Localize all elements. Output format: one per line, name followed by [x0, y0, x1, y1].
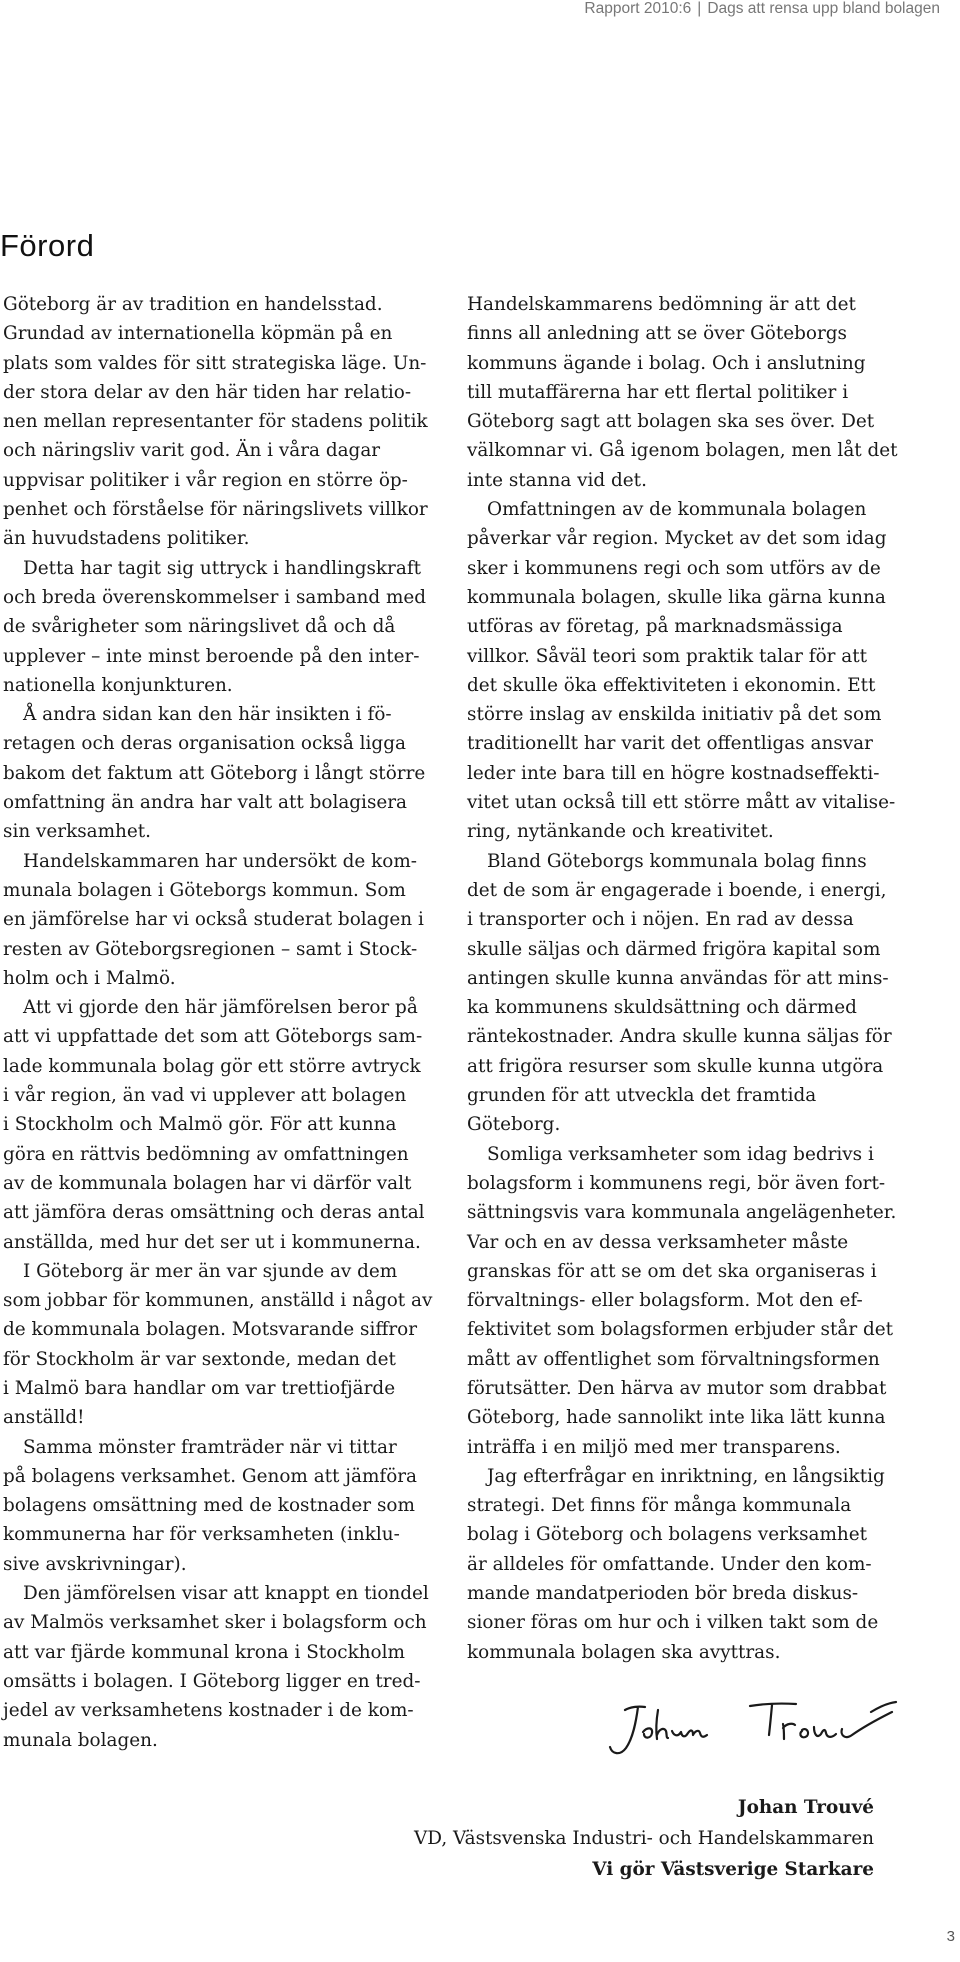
report-number: Rapport 2010:6	[584, 0, 692, 17]
right-column	[467, 290, 907, 1667]
report-title: Dags att rensa upp bland bolagen	[707, 0, 940, 17]
paragraph: Å andra sidan kan den här insikten i fö- retagen och deras organisation också ligga bakom det faktum att Göteborg i långt större omfattning än andra har valt att bolagisera sin verksamhet.	[3, 704, 426, 843]
slogan: Vi gör Västsverige Starkare	[592, 1859, 874, 1880]
paragraph: I Göteborg är mer än var sjunde av dem som jobbar för kommunen, anställd i något av de kommunala bolagen. Motsvarande siffror för Stockholm är var sextonde, medan det i Malmö bara handlar om var trettiofjärde anställd!	[3, 1260, 433, 1429]
paragraph: Jag efterfrågar en inriktning, en långsiktig strategi. Det finns för många kommunala bolag i Göteborg och bolagens verksamhet är alldeles för omfattande. Under den kom- mande mandatperioden bör breda diskus- sioner föras om hur och i vilken takt som de kommunala bolagen ska avyttras.	[467, 1465, 885, 1663]
page-title: Förord	[0, 228, 95, 263]
signatory-name: Johan Trouvé	[737, 1797, 874, 1818]
signatory-role: VD, Västsvenska Industri- och Handelskammaren	[413, 1828, 874, 1849]
paragraph: Somliga verksamheter som idag bedrivs i bolagsform i kommunens regi, bör även fort- sättningsvis vara kommunala angelägenheter. Var och en av dessa verksamheter måste granskas för att se om det ska organiseras i förvaltnings- eller bolagsform. Mot den ef- fektivitet som bolagsformen erbjuder står det mått av offentlighet som förvaltningsformen förutsätter. Den härva av mutor som drabbat Göteborg, hade sannolikt inte lika lätt kunna inträffa i en miljö med mer transparens.	[467, 1143, 897, 1458]
paragraph: Samma mönster framträder när vi tittar på bolagens verksamhet. Genom att jämföra bolagens omsättning med de kostnader som kommunerna har för verksamheten (inklu- sive avskrivningar).	[3, 1436, 418, 1575]
paragraph: Handelskammaren har undersökt de kom- munala bolagen i Göteborgs kommun. Som en jämförelse har vi också studerat bolagen i resten av Göteborgsregionen – samt i Stock- holm och i Malmö.	[3, 850, 424, 989]
paragraph: Göteborg är av tradition en handelsstad. Grundad av internationella köpmän på en plats som valdes för sitt strategiska läge. Un- der stora delar av den här tiden har relatio- nen mellan representanter för stadens politik och näringsliv varit god. Än i våra dagar uppvisar politiker i vår region en större öp- penhet och förståelse för näringslivets villkor än huvudstadens politiker.	[3, 294, 428, 550]
running-header	[584, 0, 940, 18]
handwritten-signature	[600, 1690, 905, 1760]
paragraph: Att vi gjorde den här jämförelsen beror på att vi uppfattade det som att Göteborgs sam- lade kommunala bolag gör ett större avtryck i vår region, än vad vi upplever att bolagen i Stockholm och Malmö gör. För att kunna göra en rättvis bedömning av omfattningen av de kommunala bolagen har vi därför valt att jämföra deras omsättning och deras antal anställda, med hur det ser ut i kommunerna.	[3, 997, 425, 1253]
paragraph: Den jämförelsen visar att knappt en tiondel av Malmös verksamhet sker i bolagsform och att var fjärde kommunal krona i Stockholm omsätts i bolagen. I Göteborg ligger en tred- jedel av verksamhetens kostnader i de kom- munala bolagen.	[3, 1583, 429, 1751]
paragraph: Omfattningen av de kommunala bolagen påverkar vår region. Mycket av det som idag sker i kommunens regi och som utförs av de kommunala bolagen, skulle lika gärna kunna utföras av företag, på marknadsmässiga villkor. Såväl teori som praktik talar för att det skulle öka effektiviteten i ekonomin. Ett större inslag av enskilda initiativ på det som traditionellt har varit det offentligas ansvar leder inte bara till en högre kostnadseffekti- vitet utan också till ett större mått av vitalise- ring, nytänkande och kreativitet.	[467, 499, 896, 843]
header-separator: |	[697, 0, 702, 17]
paragraph: Detta har tagit sig uttryck i handlingskraft och breda överenskommelser i samband med de svårigheter som näringslivet då och då upplever – inte minst beroende på den inter- nationella konjunkturen.	[3, 557, 427, 696]
left-column	[3, 290, 465, 1755]
paragraph: Bland Göteborgs kommunala bolag finns det de som är engagerade i boende, i energi, i transporter och i nöjen. En rad av dessa skulle säljas och därmed frigöra kapital som antingen skulle kunna användas för att mins- ka kommunens skuldsättning och därmed räntekostnader. Andra skulle kunna säljas för att frigöra resurser som skulle kunna utgöra grunden för att utveckla det framtida Göteborg.	[467, 850, 892, 1136]
paragraph: Handelskammarens bedömning är att det finns all anledning att se över Göteborgs kommuns ägande i bolag. Och i anslutning till mutaffärerna har ett flertal politiker i Göteborg sagt att bolagen ska ses över. Det välkomnar vi. Gå igenom bolagen, men låt det inte stanna vid det.	[467, 294, 898, 491]
page-number: 3	[946, 1928, 955, 1945]
